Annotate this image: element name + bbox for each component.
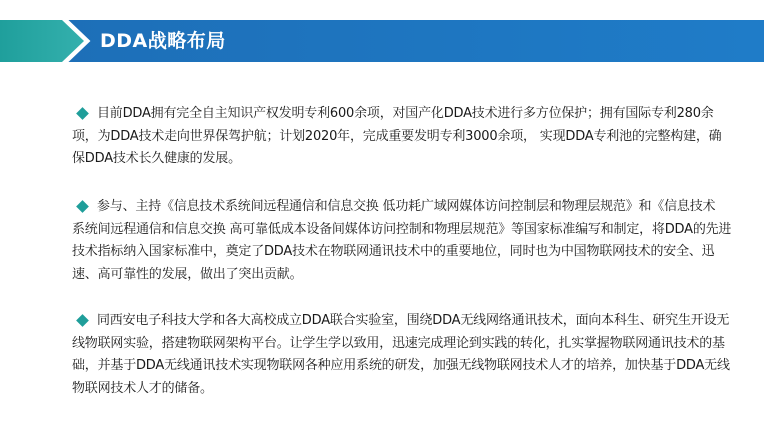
bullet-text: 目前DDA拥有完全自主知识产权发明专利600余项，对国产化DDA技术进行多方位保护；拥有国际专利280余项，为DDA技术走向世界保驾护航；计划2020年，完成重要发明专利3000余项， 实现DDA专利池的完整构建，确保DDA技术长久健康的发展。 <box>72 106 722 166</box>
diamond-bullet-icon <box>76 200 89 213</box>
diamond-bullet-icon <box>76 314 89 327</box>
bullet-text: 参与、主持《信息技术系统间远程通信和信息交换 低功耗广域网媒体访问控制层和物理层规范》和《信息技术 系统间远程通信和信息交换 高可靠低成本设备间媒体访问控制和物理层规范》等国家标准编写和制定，将DDA的先进技术指标纳入国家标准中，奠定了DDA技术在物联网通讯技术中的重要地位，同时也为中国物联网技术的安全、迅速、高可靠性的发展，做出了突出贡献。 <box>72 199 732 282</box>
bullet-item-patents <box>72 103 732 171</box>
bullet-text: 同西安电子科技大学和各大高校成立DDA联合实验室，围绕DDA无线网络通讯技术，面向本科生、研究生开设无线物联网实验，搭建物联网架构平台。让学生学以致用，迅速完成理论到实践的转化，扎实掌握物联网通讯技术的基础，并基于DDA无线通讯技术实现物联网各种应用系统的研发，加强无线物联网技术人才的培养，加快基于DDA无线物联网技术人才的储备。 <box>72 313 730 396</box>
bullet-item-joint-lab <box>72 310 732 400</box>
diamond-bullet-icon <box>76 107 89 120</box>
bullet-item-standards <box>72 196 732 286</box>
page-title: DDA战略布局 <box>100 30 226 52</box>
banner-teal-segment <box>0 20 84 62</box>
